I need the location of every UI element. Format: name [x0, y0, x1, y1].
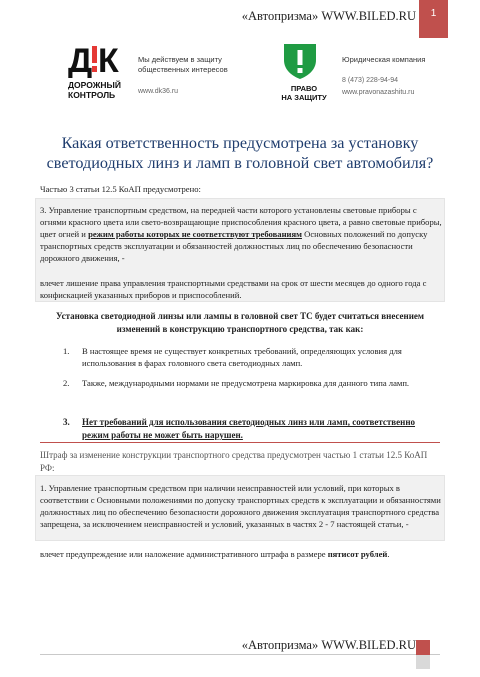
pz-name-line2: НА ЗАЩИТУ: [281, 93, 327, 102]
page-title: Какая ответственность предусмотрена за установку светодиодных линз и ламп в головной свет автомобиля?: [46, 134, 434, 172]
dk-org-name: [68, 80, 128, 100]
footer-divider: [40, 654, 440, 655]
footer-text: «Автопризма» WWW.BILED.RU: [241, 638, 416, 652]
list-item: [63, 416, 432, 442]
warning-before: влечет предупреждение или наложение административного штрафа в размере: [40, 549, 328, 559]
warning-bold: пятисот рублей: [327, 549, 388, 559]
law-quote-before: 3. Управление транспортным средством, на передней части которого установлены световые приборы с огнями красного цвета или свето-возвращающие приспособления красного цвета, а равно световые приборы, цвет огней и: [40, 205, 442, 239]
divider: [40, 442, 440, 443]
list-item-number: 2.: [63, 378, 70, 388]
intro-paragraph: Частью 3 статьи 12.5 КоАП предусмотрено:: [40, 184, 201, 194]
dk-logo-icon: [68, 40, 120, 78]
pz-site-link[interactable]: www.pravonazashitu.ru: [342, 89, 415, 96]
law-quote-text: [40, 204, 442, 264]
footer-gray-block: [416, 655, 430, 669]
law-quote-after: Основных положений по допуску транспортных средств эксплуатации и обязанностей должностных лиц по обеспечению безопасности дорожного движения, -: [40, 229, 428, 263]
list-item-number: 1.: [63, 346, 70, 356]
logo-band: [68, 40, 440, 116]
fine-intro-paragraph: Штраф за изменение конструкции транспортного средства предусмотрен частью 1 статьи 12.5 КоАП РФ:: [40, 450, 428, 473]
pz-name-line1: ПРАВО: [290, 84, 318, 93]
pz-phone: 8 (473) 228-94-94: [342, 77, 399, 84]
list-item-text: В настоящее время не существует конкретных требований, определяющих условия для использования в фарах головного света светодиодных ламп.: [82, 346, 402, 368]
bold-statement: Установка светодиодной линзы или лампы в головной свет ТС будет считаться внесением изменений в конструкцию транспортного средства, так как:: [55, 311, 425, 334]
svg-text:К: К: [98, 42, 119, 78]
law-quote-box-1: [35, 198, 445, 302]
header-text: «Автопризма» WWW.BILED.RU: [241, 9, 416, 23]
pz-org-name: [274, 84, 334, 102]
pz-tagline: Юридическая компания: [342, 55, 426, 64]
list-item: [63, 345, 432, 369]
dk-site-link[interactable]: www.dk36.ru: [138, 88, 179, 95]
shield-exclamation-icon: [280, 40, 320, 80]
dk-name-line1: ДОРОЖНЫЙ: [68, 80, 121, 90]
law-quote-highlight: режим работы которых не соответствуют требованиям: [88, 229, 302, 239]
list-item-text: Также, международными нормами не предусмотрена маркировка для данного типа ламп.: [82, 378, 410, 388]
list-item-text: Нет требований для использования светодиодных линз или ламп, соответственно режим работы не может быть нарушен.: [82, 417, 416, 440]
footer-accent-block: [416, 640, 430, 655]
law-quote-box-2: [35, 475, 445, 541]
page-number: 1: [419, 0, 448, 38]
dk-name-line2: КОНТРОЛЬ: [68, 90, 116, 100]
law-quote-2-text: 1. Управление транспортным средством при наличии неисправностей или условий, при которых в соответствии с Основными положениями по допуску транспортных средств к эксплуатации и обязанностями должностных лиц по обеспечению безопасности дорожного движения эксплуатация транспортного средства запрещена, за исключением неисправностей и условий, указанных в частях 2 - 7 настоящей статьи, -: [40, 483, 441, 529]
law-penalty-text: влечет лишение права управления транспортными средствами на срок от шести месяцев до одного года с конфискацией указанных приборов и приспособлений.: [40, 278, 427, 300]
warning-after: .: [387, 549, 390, 559]
svg-text:Д: Д: [68, 42, 93, 78]
list-item: [63, 377, 432, 389]
warning-paragraph: [40, 548, 440, 560]
list-item-number: 3.: [63, 417, 70, 427]
dk-tagline: Мы действуем в защиту общественных интересов: [138, 55, 228, 74]
